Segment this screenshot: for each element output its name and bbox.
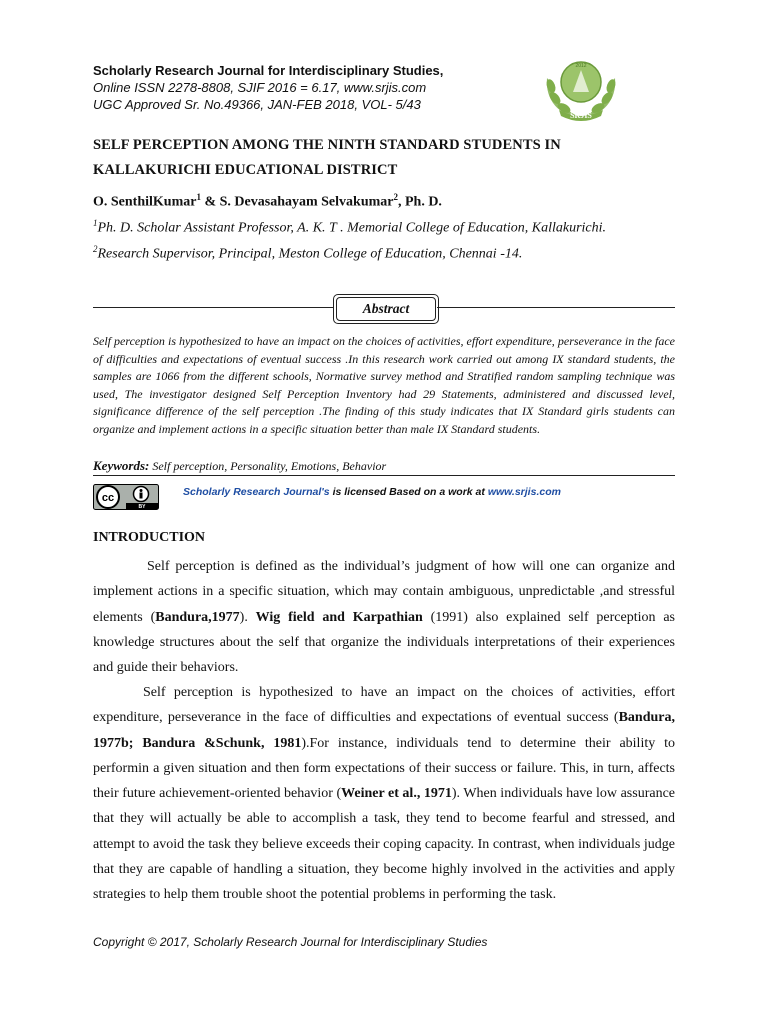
copyright-footer: Copyright © 2017, Scholarly Research Journal for Interdisciplinary Studies — [93, 935, 488, 949]
introduction-heading: INTRODUCTION — [93, 530, 206, 545]
affiliation-2 — [93, 244, 522, 263]
author-1: O. SenthilKumar — [93, 194, 197, 210]
p2-citation-1: Bandura, 1977b; Bandura &Schunk, 1981 — [93, 710, 675, 751]
abstract-text: Self perception is hypothesized to have an impact on the choices of activities, effort expenditure, perseverance in the face of difficulties and expectations of eventual success .In this research work carried out among IX standard students, the samples are 1066 from the different schools, Normative survey method and Stratified random sampling technique was used, The investigator designed Self Perception Inventory had 29 Statements, administered and discussed level, significance difference of the self perception .The finding of this study indicates that IX Standard girls students can organize and implement actions in a specific situation better than male IX Standard students. — [93, 334, 675, 436]
paper-title — [93, 133, 693, 183]
p2-text-a: Self perception is hypothesized to have an impact on the choices of activities, effort expenditure, perseverance in the face of difficulties and expectations of eventual success ( — [93, 685, 675, 726]
keywords-label: Keywords: — [93, 458, 150, 473]
abstract-rule-right — [437, 307, 675, 308]
p2-citation-2: Weiner et al., 1971 — [341, 786, 452, 802]
logo-text: SRJIS — [570, 111, 592, 120]
affiliation-1-sup: 1 — [93, 218, 98, 228]
author-2: & S. Devasahayam Selvakumar — [200, 194, 394, 210]
author-suffix: , Ph. D. — [397, 194, 442, 210]
affiliation-2-text: Research Supervisor, Principal, Meston College of Education, Chennai -14. — [97, 246, 523, 262]
journal-name: Scholarly Research Journal for Interdisciplinary Studies, — [93, 63, 444, 78]
license-journal-name: Scholarly Research Journal's — [183, 486, 330, 498]
title-line-1: SELF PERCEPTION AMONG THE NINTH STANDARD STUDENTS IN — [93, 137, 561, 153]
p1-citation-2: Wig field and Karpathian — [255, 609, 423, 625]
license-url-link[interactable]: www.srjis.com — [487, 486, 561, 498]
author-2-sup: 2 — [393, 192, 398, 202]
intro-paragraph-1 — [93, 554, 675, 680]
affiliation-1 — [93, 218, 606, 237]
keywords-rule — [93, 475, 675, 476]
issn-line: Online ISSN 2278-8808, SJIF 2016 = 6.17, www.srjis.com — [93, 80, 427, 95]
authors-line — [93, 192, 442, 211]
intro-paragraph-2 — [93, 680, 675, 908]
abstract-rule-left — [93, 307, 333, 308]
affiliation-1-text: Ph. D. Scholar Assistant Professor, A. K. T . Memorial College of Education, Kallakurichi. — [97, 220, 607, 236]
affiliation-2-sup: 2 — [93, 244, 98, 254]
by-label: BY — [138, 504, 146, 510]
journal-logo — [537, 52, 625, 124]
license-statement — [183, 486, 561, 498]
author-1-sup: 1 — [196, 192, 201, 202]
cc-label: cc — [101, 492, 115, 504]
p1-text-c: ). — [239, 609, 256, 625]
keywords-text: Self perception, Personality, Emotions, Behavior — [149, 459, 387, 473]
p2-text-d: ). When individuals have low assurance that they will actually be able to accomplish a task, they tend to become fearful and stressed, and attempt to avoid the task they believe exceeds their coping capacity. In contrast, when individuals judge that they are capable of handling a situation, they become highly involved in the activities and apply strategies to help them trouble shoot the potential problems in performing the task. — [93, 786, 675, 903]
license-middle: is licensed Based on a work at — [329, 486, 488, 498]
p1-text-d: (1991) also explained self perception as knowledge structures about the self that organize the individuals interpretations of their experiences and guide their behaviors. — [93, 609, 676, 676]
logo-year: 2012 — [575, 63, 587, 69]
abstract-heading: Abstract — [336, 297, 436, 321]
p2-text-c: ).For instance, individuals tend to determine their ability to performin a given situation and then form expectations of their success or failure. This, in turn, affects their future achievement-oriented behavior ( — [93, 735, 676, 802]
keywords-line — [93, 458, 386, 474]
p1-citation-1: Bandura,1977 — [155, 609, 240, 625]
title-line-2: KALLAKURICHI EDUCATIONAL DISTRICT — [93, 162, 398, 178]
journal-header — [93, 62, 443, 113]
abstract-heading-box — [333, 294, 439, 324]
ugc-line: UGC Approved Sr. No.49366, JAN-FEB 2018, VOL- 5/43 — [93, 97, 421, 112]
p1-text-a: Self perception is defined as the individual’s judgment of how will one can organize and implement actions in a specific situation, which may contain ambiguous, unpredictable ,and stressful elements ( — [93, 559, 675, 625]
cc-by-license-icon[interactable] — [93, 484, 159, 510]
